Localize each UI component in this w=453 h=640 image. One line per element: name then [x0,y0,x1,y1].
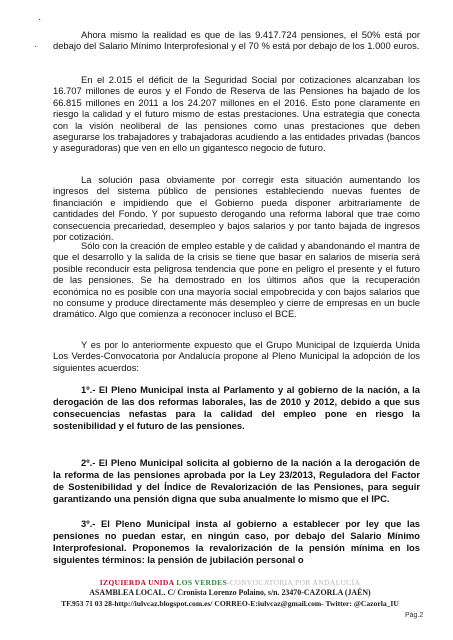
agreement-1: 1º.- El Pleno Municipal insta al Parlamento y al gobierno de la nación, a la derogación de las dos reformas laborales, las de 2010 y 2012, debido a que sus consecuencias nefastas para la calidad del empleo pone en riesgo la sostenibilidad y el futuro de las pensiones. [53,384,420,431]
scan-mark-side: · [34,41,38,52]
footer-contact: TF.953 71 03 28-http://iulvcaz.blogspot.com.es/ CORREO-E:iulvcaz@gmail.com- Twitter: @Cazorla_IU [61,599,399,608]
agreement-2: 2º.- El Pleno Municipal solicita al gobierno de la nación a la derogación de la reforma de las pensiones aprobada por la Ley 23/2013, Reguladora del Factor de Sostenibilidad y del Índice de Revalorización de las Pensiones, para seguir garantizando una pensión digna que suba anualmente lo mismo que el IPC. [53,457,420,504]
footer-org-red: IZQUIERDA UNIDA [99,578,175,587]
paragraph-employment: Sólo con la creación de empleo estable y de calidad y abandonando el mantra de que el desarrollo y la salida de la crisis se tiene que basar en salarios de miseria será posible reconducir esta peligrosa tendencia que pone en peligro el presente y el futuro de las pensiones. Se ha demostrado en los últimos años que la recuperación económica no es posible con una mayoría social empobrecida y con bajos salarios que no consume y produce directamente más desempleo y cierre de empresas en un bucle dramático. Algo que comienza a reconocer incluso el BCE. [53,240,420,320]
paragraph-pension-stats: Ahora mismo la realidad es que de las 9.417.724 pensiones, el 50% está por debajo del Salario Mínimo Interprofesional y el 70 % está por debajo de los 1.000 euros. [53,29,420,52]
footer-org-rest: -CONVOCATORIA POR ANDALUCÍA [227,578,361,587]
page-number: Pág.2 [405,612,424,619]
footer-address: ASAMBLEA LOCAL. C/ Cronista Lorenzo Polaino, s/n. 23470-CAZORLA (JAÉN) [89,588,371,597]
paragraph-proposal-intro: Y es por lo anteriormente expuesto que el Grupo Municipal de Izquierda Unida Los Verdes-Convocatoria por Andalucía propone al Pleno Municipal la adopción de los siguientes acuerdos: [53,339,420,373]
footer-organization [20,578,440,587]
agreement-3: 3º.- El Pleno Municipal insta al gobierno a establecer por ley que las pensiones no puedan estar, en ningún caso, por debajo del Salario Mínimo Interprofesional. Proponemos la revalorización de la pensión mínima en los siguientes términos: la pensión de jubilación personal o [53,518,420,565]
scan-mark-top: · [38,14,42,25]
paragraph-deficit: En el 2.015 el déficit de la Seguridad Social por cotizaciones alcanzaban los 16.707 millones de euros y el Fondo de Reserva de las Pensiones ha bajado de los 66.815 millones en 2011 a los 24.207 millones en el 2016. Esto pone claramente en riesgo la calidad y el futuro mismo de estas prestaciones. Una estrategia que conecta con la visión neoliberal de las pensiones como unas prestaciones que deben asegurarse los trabajadores y trabajadoras acudiendo a las entidades privadas (bancos y aseguradoras) que ven en ello un gigantesco negocio de futuro. [53,74,420,154]
paragraph-solution: La solución pasa obviamente por corregir esta situación aumentando los ingresos del sistema público de pensiones estableciendo nuevas fuentes de financiación e impidiendo que el Gobierno pueda disponer arbitrariamente de cantidades del Fondo. Y por supuesto derogando una reforma laboral que trae como consecuencia precariedad, desempleo y bajos salarios y por tanto bajada de ingresos por cotización. [53,174,420,243]
footer-org-green: LOS VERDES [176,578,228,587]
